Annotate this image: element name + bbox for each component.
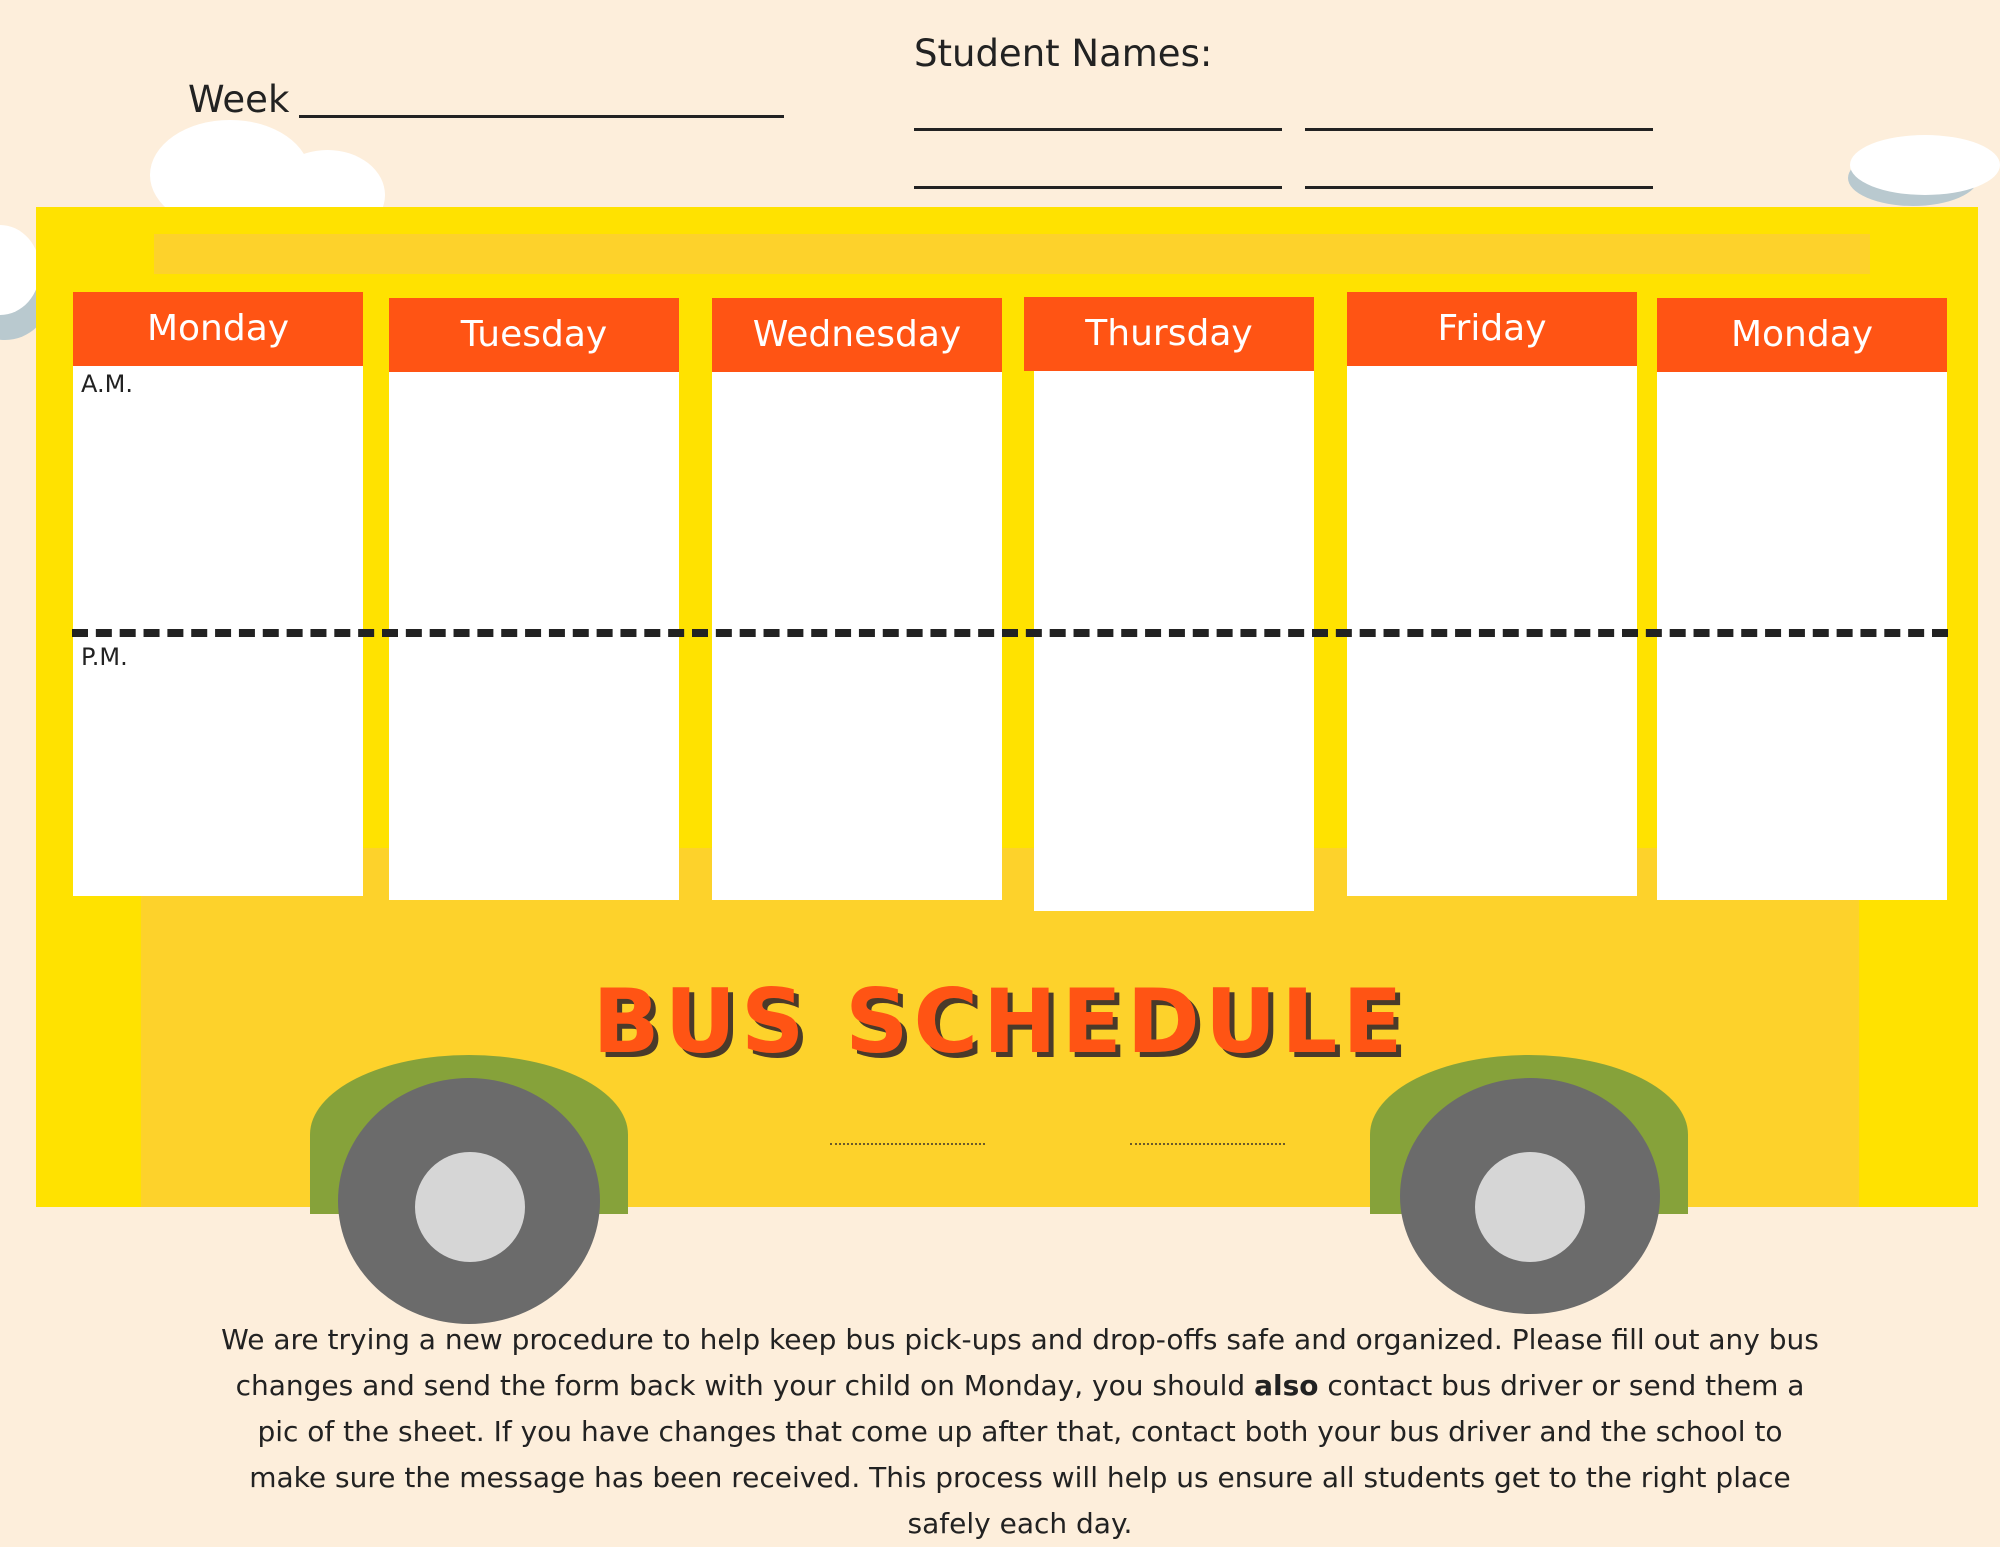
day-header-thursday: Thursday [1024, 297, 1314, 371]
am-label: A.M. [81, 370, 133, 398]
cloud-right [1850, 135, 2000, 195]
day-header-friday: Friday [1347, 292, 1637, 366]
day-header-wednesday: Wednesday [712, 298, 1002, 372]
bus-schedule-title: BUS SCHEDULE [592, 970, 1408, 1073]
day-header-monday: Monday [73, 292, 363, 366]
student-name-line-4[interactable] [1305, 186, 1653, 189]
note-text-1: We are trying a new procedure to help keep bus pick-ups and drop-offs safe and organized. Please fill out any bus changes and send the form back with your child on Monday, you should [221, 1323, 1819, 1402]
student-name-line-3[interactable] [914, 186, 1282, 189]
day-column-3 [712, 298, 1002, 900]
instructions-paragraph [220, 1317, 1820, 1547]
week-label: Week [188, 78, 290, 121]
student-names-label: Student Names: [914, 32, 1213, 75]
right-wheel-hub [1475, 1152, 1585, 1262]
day-column-4 [1024, 297, 1314, 911]
week-field[interactable] [188, 78, 784, 121]
schedule-cell-thursday[interactable] [1034, 371, 1314, 911]
day-column-5 [1347, 292, 1637, 896]
note-bold-also: also [1254, 1369, 1319, 1402]
bus-roof-strip [154, 234, 1870, 274]
dotted-line-right [1130, 1143, 1285, 1145]
week-blank-line[interactable] [299, 115, 784, 118]
student-name-line-1[interactable] [914, 128, 1282, 131]
day-header-tuesday: Tuesday [389, 298, 679, 372]
day-column-1 [73, 292, 363, 896]
day-column-6 [1657, 298, 1947, 900]
day-header-monday-next: Monday [1657, 298, 1947, 372]
student-name-line-2[interactable] [1305, 128, 1653, 131]
left-wheel-hub [415, 1152, 525, 1262]
dotted-line-left [830, 1143, 985, 1145]
note-text-2: contact bus driver or send them a pic of the sheet. If you have changes that come up after that, contact both your bus driver and the school to make sure the message has been received. This process will help us ensure all students get to the right place safely each day. [249, 1369, 1805, 1540]
day-column-2 [389, 298, 679, 900]
am-pm-divider [72, 629, 1948, 637]
pm-label: P.M. [81, 643, 128, 671]
